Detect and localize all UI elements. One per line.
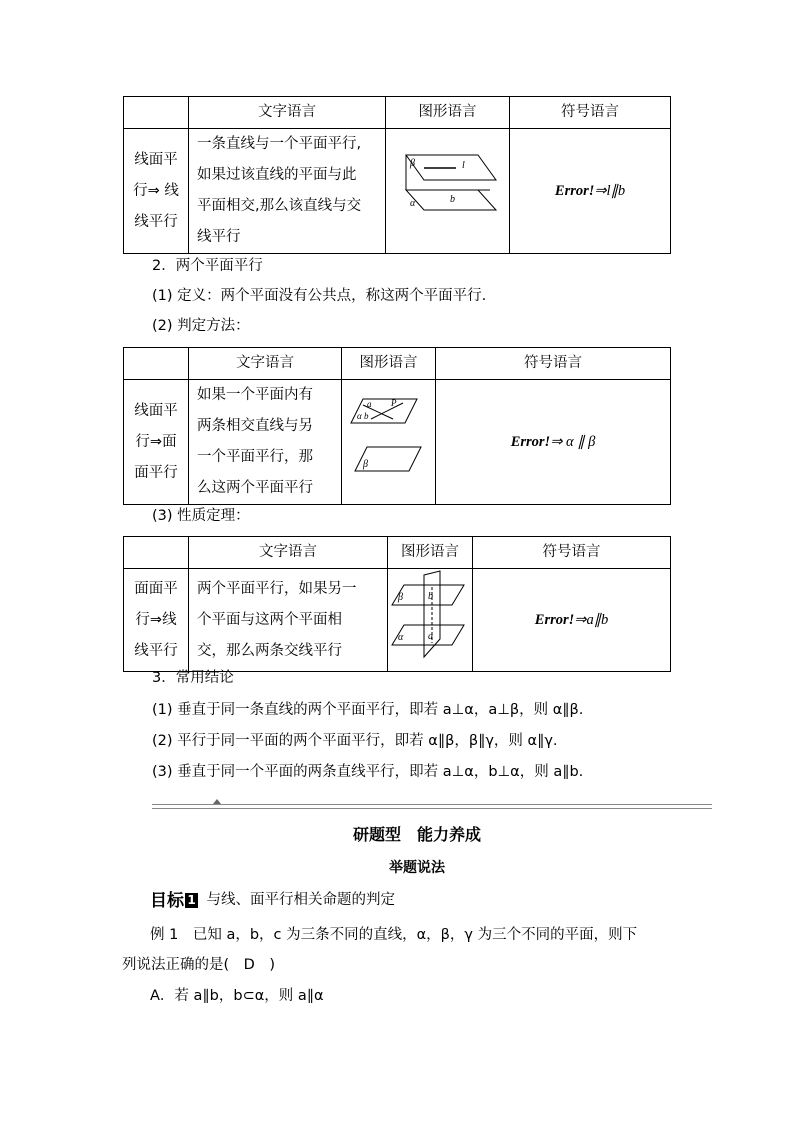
text-line: 一条直线与一个平面平行, bbox=[197, 136, 362, 152]
divider-arrow-icon bbox=[213, 799, 221, 804]
property-line: (3) 性质定理： bbox=[152, 508, 250, 524]
two-planes-figure bbox=[349, 391, 429, 481]
text-line: 两个平面平行，如果另一 bbox=[197, 580, 357, 597]
row-label bbox=[124, 129, 189, 254]
header-symbol-lang: 符号语言 bbox=[436, 348, 671, 380]
alpha-b-label: α b bbox=[356, 411, 368, 421]
figure-cell bbox=[388, 569, 473, 672]
beta-label: β bbox=[362, 459, 368, 470]
header-symbol-lang: 符号语言 bbox=[510, 97, 671, 129]
text-description bbox=[189, 129, 386, 254]
row-label-line: 线平行 bbox=[134, 642, 178, 659]
row-label bbox=[124, 569, 189, 672]
row-label-line: 线面平 bbox=[134, 151, 178, 168]
symbol-cell bbox=[473, 569, 671, 672]
text-line: 个平面与这两个平面相 bbox=[197, 611, 342, 628]
text-description bbox=[189, 569, 388, 672]
error-ref: Error! bbox=[534, 611, 575, 628]
row-label-line: 行⇒面 bbox=[135, 433, 177, 450]
text-line: 如果一个平面内有 bbox=[197, 387, 313, 403]
option-a: A．若 a∥b，b⊂α，则 a∥α bbox=[150, 988, 324, 1004]
header-blank bbox=[124, 537, 189, 569]
symbol-expr: ⇒a∥b bbox=[574, 611, 609, 628]
header-text-lang: 文字语言 bbox=[189, 537, 388, 569]
conclusion-item: (3) 垂直于同一个平面的两条直线平行，即若 a⊥α，b⊥α，则 a∥b. bbox=[152, 764, 584, 780]
alpha-label: α bbox=[398, 632, 404, 643]
alpha-label: α bbox=[409, 198, 415, 209]
text-line: 平面相交,那么该直线与交 bbox=[197, 198, 362, 214]
beta-label: β bbox=[398, 592, 403, 603]
symbol-cell bbox=[510, 129, 671, 254]
text-line: 线平行 bbox=[197, 229, 241, 245]
text-line: 交，那么两条交线平行 bbox=[197, 642, 342, 659]
example-line: 例 1 已知 a，b，c 为三条不同的直线，α，β，γ 为三个不同的平面，则下 bbox=[150, 927, 638, 943]
header-blank bbox=[124, 97, 189, 129]
section-title: 研题型 能力养成 bbox=[352, 825, 481, 844]
definition-line: (1) 定义：两个平面没有公共点，称这两个平面平行. bbox=[152, 288, 487, 304]
goal-badge bbox=[150, 886, 198, 911]
figure-cell bbox=[342, 380, 436, 505]
table-plane-plane-property bbox=[123, 536, 671, 672]
text-line: 两条相交直线与另 bbox=[197, 418, 313, 434]
table-plane-plane-criterion bbox=[123, 347, 671, 505]
symbol-expr: ⇒l∥b bbox=[594, 182, 626, 199]
goal-row bbox=[150, 886, 395, 911]
error-ref: Error! bbox=[554, 182, 595, 199]
header-text-lang: 文字语言 bbox=[189, 348, 342, 380]
row-label-line: 面面平 bbox=[134, 580, 178, 597]
method-line: (2) 判定方法： bbox=[152, 318, 250, 334]
a-label: a bbox=[428, 631, 433, 642]
section-2-heading: 2．两个平面平行 bbox=[152, 258, 263, 274]
figure-cell bbox=[386, 129, 510, 254]
conclusion-item: (1) 垂直于同一条直线的两个平面平行，即若 a⊥α，a⊥β，则 α∥β. bbox=[152, 702, 584, 718]
a-label: a bbox=[366, 399, 371, 409]
header-figure-lang: 图形语言 bbox=[342, 348, 436, 380]
header-symbol-lang: 符号语言 bbox=[473, 537, 671, 569]
three-planes-figure bbox=[390, 569, 470, 659]
beta-label: β bbox=[409, 158, 415, 169]
header-text-lang: 文字语言 bbox=[189, 97, 386, 129]
table-line-plane-parallel bbox=[123, 96, 671, 254]
section-subtitle: 举题说法 bbox=[389, 860, 445, 876]
section-divider bbox=[152, 804, 712, 809]
p-label: P bbox=[390, 398, 396, 408]
row-label-line: 面平行 bbox=[134, 464, 178, 481]
error-ref: Error! bbox=[510, 433, 551, 450]
header-figure-lang: 图形语言 bbox=[386, 97, 510, 129]
row-label-line: 线面平 bbox=[134, 402, 178, 419]
header-figure-lang: 图形语言 bbox=[388, 537, 473, 569]
row-label-line: 行⇒线 bbox=[135, 611, 177, 628]
conclusion-item: (2) 平行于同一平面的两个平面平行，即若 α∥β，β∥γ，则 α∥γ. bbox=[152, 733, 558, 749]
header-blank bbox=[124, 348, 189, 380]
goal-number: 1 bbox=[185, 893, 198, 908]
goal-text: 与线、面平行相关命题的判定 bbox=[206, 892, 395, 908]
line-plane-figure bbox=[398, 150, 498, 220]
row-label bbox=[124, 380, 189, 505]
b-label: b bbox=[449, 194, 455, 205]
symbol-cell bbox=[436, 380, 671, 505]
goal-badge-text: 目标 bbox=[150, 891, 184, 911]
example-line: 列说法正确的是( D ) bbox=[122, 957, 275, 973]
conclusions-heading: 3．常用结论 bbox=[152, 670, 234, 686]
text-description bbox=[189, 380, 342, 505]
text-line: 如果过该直线的平面与此 bbox=[197, 167, 357, 183]
text-line: 么这两个平面平行 bbox=[197, 480, 313, 496]
l-label: l bbox=[461, 160, 465, 171]
symbol-expr: ⇒ α ∥ β bbox=[550, 433, 596, 450]
text-line: 一个平面平行，那 bbox=[197, 449, 313, 465]
row-label-line: 行⇒ 线 bbox=[133, 182, 179, 199]
b-label: b bbox=[428, 591, 433, 602]
row-label-line: 线平行 bbox=[134, 213, 178, 230]
